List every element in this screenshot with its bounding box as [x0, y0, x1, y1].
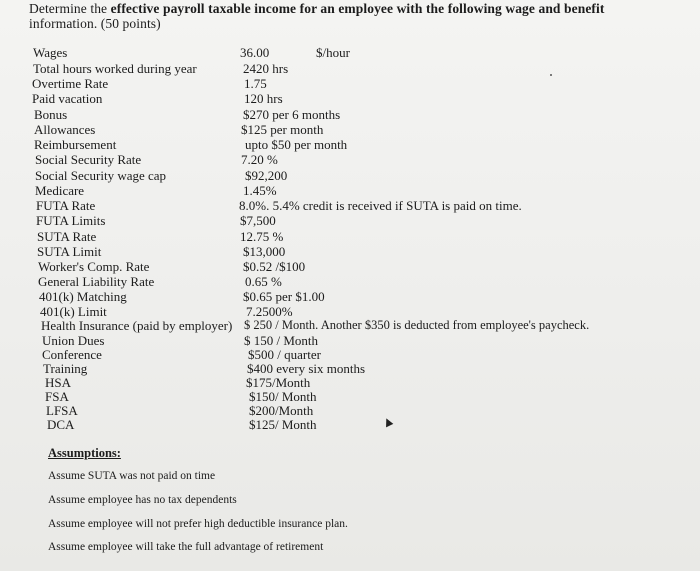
assumption-item: Assume employee has no tax dependents [48, 494, 237, 506]
item-label-401k-limit: 401(k) Limit [40, 304, 107, 319]
item-label-suta-rate: SUTA Rate [37, 229, 97, 244]
item-label-ss-wage-cap: Social Security wage cap [35, 168, 167, 183]
item-value-401k-matching: $0.65 per $1.00 [243, 289, 325, 304]
item-value-allowances: $125 per month [241, 122, 324, 137]
item-value-health-insurance: $ 250 / Month. Another $350 is deducted from employee's paycheck. [244, 318, 590, 332]
item-label-futa-limits: FUTA Limits [36, 213, 106, 228]
assumption-item: Assume employee will take the full advantage of retirement [48, 541, 324, 553]
item-value-bonus: $270 per 6 months [243, 107, 341, 122]
item-label-workers-comp: Worker's Comp. Rate [38, 259, 150, 274]
item-label-wages: Wages [33, 45, 68, 60]
item-label-reimbursement: Reimbursement [34, 137, 117, 152]
item-value-ss-wage-cap: $92,200 [245, 168, 288, 183]
item-value-lfsa: $200/Month [249, 403, 314, 418]
item-label-ss-rate: Social Security Rate [35, 152, 142, 167]
wage-unit: $/hour [316, 45, 350, 60]
question-prefix: Determine the [29, 1, 111, 16]
item-value-dca: $125/ Month [249, 417, 317, 432]
item-value-wages: 36.00 [240, 45, 270, 60]
item-label-conference: Conference [42, 347, 102, 362]
item-value-total-hours: 2420 hrs [243, 61, 289, 76]
question-line2: information. (50 points) [29, 16, 161, 31]
item-value-medicare: 1.45% [243, 183, 277, 198]
item-value-401k-limit: 7.2500% [246, 304, 293, 319]
mouse-cursor-icon [383, 417, 394, 428]
assumption-item: Assume employee will not prefer high deductible insurance plan. [48, 518, 348, 530]
item-value-workers-comp: $0.52 /$100 [243, 259, 306, 274]
item-value-futa-limits: $7,500 [240, 213, 276, 228]
item-value-training: $400 every six months [247, 361, 366, 376]
item-label-hsa: HSA [45, 375, 72, 390]
item-label-fsa: FSA [45, 389, 69, 404]
item-label-training: Training [43, 361, 88, 376]
item-label-bonus: Bonus [34, 107, 68, 122]
item-label-general-liability: General Liability Rate [38, 274, 155, 289]
question-bold-text: effective payroll taxable income for an employee with the following wage and benefit [110, 1, 605, 16]
item-value-reimbursement: upto $50 per month [245, 137, 348, 152]
item-label-lfsa: LFSA [46, 403, 78, 418]
item-label-dca: DCA [47, 417, 75, 432]
speck-mark [550, 74, 552, 76]
item-value-overtime-rate: 1.75 [244, 76, 267, 91]
assumption-item: Assume SUTA was not paid on time [48, 470, 216, 482]
item-label-medicare: Medicare [35, 183, 85, 198]
item-label-paid-vacation: Paid vacation [32, 91, 103, 106]
item-value-futa-rate: 8.0%. 5.4% credit is received if SUTA is paid on time. [239, 198, 522, 213]
item-label-total-hours: Total hours worked during year [33, 61, 197, 76]
item-value-union-dues: $ 150 / Month [244, 333, 319, 348]
item-value-paid-vacation: 120 hrs [244, 91, 283, 106]
item-value-ss-rate: 7.20 % [241, 152, 278, 167]
item-value-suta-rate: 12.75 % [240, 229, 284, 244]
item-value-fsa: $150/ Month [249, 389, 317, 404]
item-label-overtime-rate: Overtime Rate [32, 76, 109, 91]
question-prompt [29, 1, 669, 31]
item-value-suta-limit: $13,000 [243, 244, 286, 259]
item-label-health-insurance: Health Insurance (paid by employer) [41, 318, 233, 333]
item-label-suta-limit: SUTA Limit [37, 244, 102, 259]
item-label-union-dues: Union Dues [42, 333, 105, 348]
item-label-401k-matching: 401(k) Matching [39, 289, 127, 304]
item-value-general-liability: 0.65 % [245, 274, 282, 289]
item-value-hsa: $175/Month [246, 375, 311, 390]
item-label-futa-rate: FUTA Rate [36, 198, 96, 213]
item-label-allowances: Allowances [34, 122, 96, 137]
item-value-conference: $500 / quarter [248, 347, 321, 362]
assumptions-title: Assumptions: [48, 446, 121, 460]
